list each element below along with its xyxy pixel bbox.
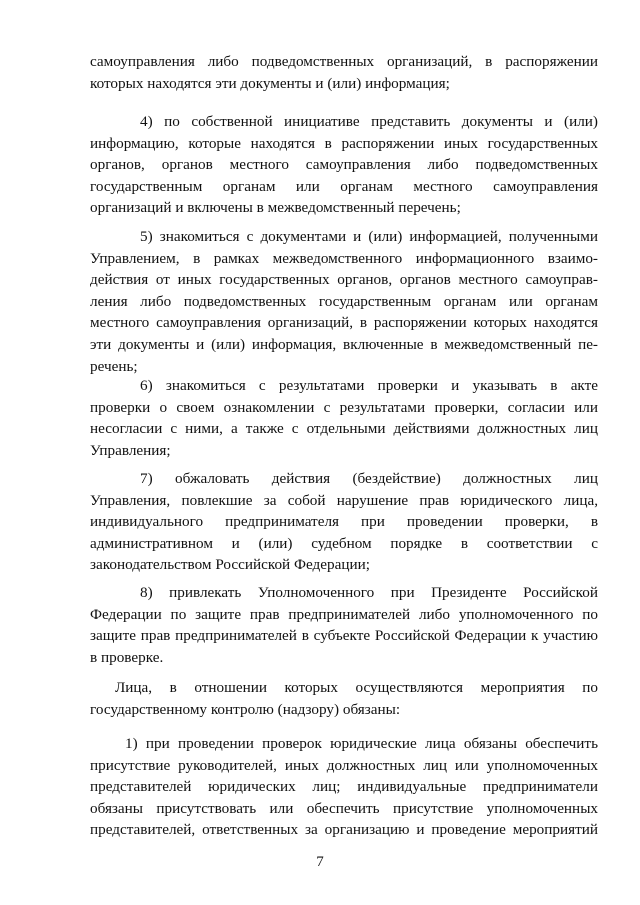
text-line: ления либо подведомственных государственным органам или органам xyxy=(90,292,598,310)
paragraph-item-8 xyxy=(90,582,598,668)
text-line: индивидуального предпринимателя при проведении проверки, в xyxy=(90,513,598,531)
text-line: представителей юридических лиц; индивидуальные предприниматели xyxy=(90,778,598,796)
text-line: 4) по собственной инициативе представить документы и (или) xyxy=(140,113,598,130)
text-line: речень; xyxy=(90,357,138,375)
text-line: представителей, ответственных за организацию и проведение мероприятий xyxy=(90,821,598,839)
text-line: Управления, повлекшие за собой нарушение прав юридического лица, xyxy=(90,491,598,509)
text-line: Лица, в отношении которых осуществляются мероприятия по xyxy=(115,679,598,696)
text-line: защите прав предпринимателей в субъекте Российской Федерации к участию xyxy=(90,627,598,645)
text-line: которых находятся эти документы и (или) информация; xyxy=(90,74,450,92)
text-line: государственным органам или органам местного самоуправления xyxy=(90,177,598,195)
text-line: присутствие руководителей, иных должностных лиц или уполномоченных xyxy=(90,756,598,774)
text-line: информацию, которые находятся в распоряжении иных государственных xyxy=(90,134,598,152)
paragraph-obligation-1 xyxy=(90,733,598,841)
paragraph-item-7 xyxy=(90,468,598,576)
text-line: самоуправления либо подведомственных организаций, в распоряжении xyxy=(90,53,598,70)
text-line: эти документы и (или) информация, включенные в межведомственный пе- xyxy=(90,335,598,353)
text-line: 5) знакомиться с документами и (или) информацией, полученными xyxy=(140,228,598,245)
paragraph-item-6 xyxy=(90,375,598,461)
text-line: 8) привлекать Уполномоченного при Президенте Российской xyxy=(140,584,598,601)
text-line: Управлением, в рамках межведомственного информационного взаимо- xyxy=(90,249,598,267)
text-line: 6) знакомиться с результатами проверки и указывать в акте xyxy=(140,377,598,394)
text-line: государственному контролю (надзору) обязаны: xyxy=(90,700,401,718)
text-line: 1) при проведении проверок юридические лица обязаны обеспечить xyxy=(125,735,598,752)
text-line: законодательством Российской Федерации; xyxy=(90,556,370,574)
paragraph-continuation xyxy=(90,51,598,94)
text-line: проверки о своем ознакомлении с результатами проверки, согласии или xyxy=(90,398,598,416)
paragraph-obligations-intro xyxy=(90,677,598,720)
text-line: органов, органов местного самоуправления либо подведомственных xyxy=(90,156,598,174)
text-line: 7) обжаловать действия (бездействие) должностных лиц xyxy=(140,470,598,487)
paragraph-item-4 xyxy=(90,111,598,219)
paragraph-item-5 xyxy=(90,226,598,377)
text-line: действия от иных государственных органов, органов местного самоуправ- xyxy=(90,271,598,289)
text-line: обязаны присутствовать или обеспечить присутствие уполномоченных xyxy=(90,799,598,817)
text-line: несогласии с ними, а также с отдельными действиями должностных лиц xyxy=(90,420,598,438)
text-line: Управления; xyxy=(90,441,171,459)
text-line: в проверке. xyxy=(90,648,164,666)
text-line: местного самоуправления организаций, в распоряжении которых находятся xyxy=(90,314,598,332)
page-number: 7 xyxy=(316,854,324,870)
text-line: Федерации по защите прав предпринимателей либо уполномоченного по xyxy=(90,605,598,623)
text-line: административном и (или) судебном порядке в соответствии с xyxy=(90,534,598,552)
text-line: организаций и включены в межведомственный перечень; xyxy=(90,199,461,217)
